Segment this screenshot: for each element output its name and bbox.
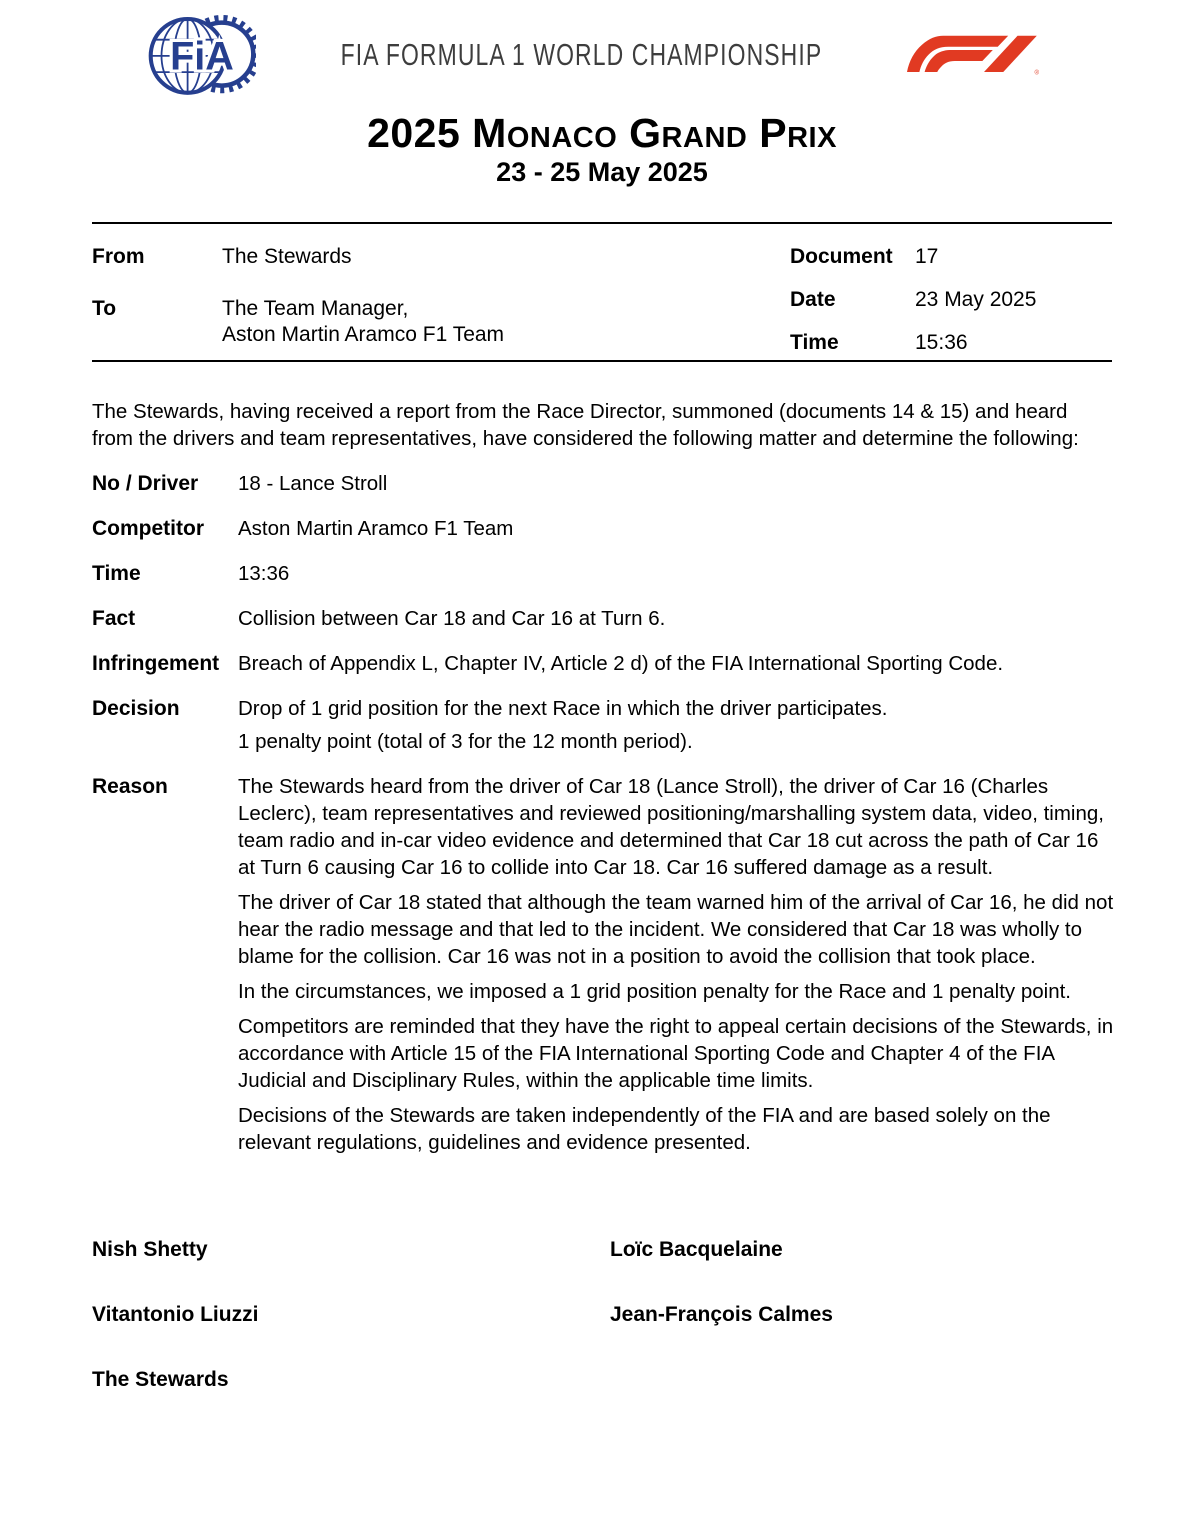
infringement-label: Infringement	[92, 652, 220, 675]
driver-label: No / Driver	[92, 472, 199, 495]
field-row-infringement	[92, 650, 1112, 677]
fia-logo-text: FiA	[170, 34, 234, 79]
decision-details	[92, 470, 1112, 1156]
intro-paragraph: The Stewards, having received a report from the Race Director, summoned (documents 14 & 15) and heard from the drivers and team representatives, have considered the following matter and determine the following:	[92, 400, 1079, 450]
meta-block	[92, 224, 1112, 360]
event-date-range: 23 - 25 May 2025	[496, 157, 708, 187]
fact-label: Fact	[92, 607, 136, 630]
incident-time-value: 13:36	[238, 562, 290, 585]
title-block	[92, 110, 1112, 187]
page-title: 2025 Monaco Grand Prix	[367, 110, 837, 156]
date-label: Date	[790, 288, 836, 311]
document-value: 17	[915, 245, 939, 268]
signature-footer-spacer	[610, 1366, 1112, 1393]
field-row-competitor	[92, 515, 1112, 542]
incident-time-label: Time	[92, 562, 141, 585]
reason-paragraph-5: Decisions of the Stewards are taken independently of the FIA and are based solely on the relevant regulations, guidelines and evidence presented.	[238, 1104, 1051, 1154]
field-row-decision	[92, 695, 1112, 755]
time-label: Time	[790, 331, 839, 354]
from-label: From	[92, 245, 145, 268]
reason-label: Reason	[92, 775, 168, 798]
meta-from-to	[92, 244, 504, 356]
from-value: The Stewards	[222, 245, 352, 268]
decision-value	[238, 695, 1114, 755]
to-value	[222, 296, 504, 348]
steward-name-1: Nish Shetty	[92, 1238, 208, 1261]
infringement-value: Breach of Appendix L, Chapter IV, Article 2 d) of the FIA International Sporting Code.	[238, 652, 1004, 675]
competitor-label: Competitor	[92, 517, 204, 540]
decision-label: Decision	[92, 697, 180, 720]
field-row-reason	[92, 773, 1112, 1156]
competitor-value: Aston Martin Aramco F1 Team	[238, 517, 514, 540]
fia-logo-icon	[148, 11, 256, 99]
to-value-line-1: The Team Manager,	[222, 296, 409, 320]
f1-logo-icon	[907, 30, 1039, 80]
field-row-driver	[92, 470, 1112, 497]
divider-meta	[92, 360, 1112, 362]
driver-value: 18 - Lance Stroll	[238, 472, 388, 495]
fact-value: Collision between Car 18 and Car 16 at Turn 6.	[238, 607, 666, 630]
steward-name-4: Jean-François Calmes	[610, 1303, 833, 1326]
to-label: To	[92, 296, 117, 320]
championship-wordmark: FIA FORMULA 1 WORLD CHAMPIONSHIP	[340, 37, 823, 72]
time-value: 15:36	[915, 331, 968, 354]
to-value-line-2: Aston Martin Aramco F1 Team	[222, 322, 505, 346]
meta-document-info	[790, 244, 1112, 356]
field-row-fact	[92, 605, 1112, 632]
date-value: 23 May 2025	[915, 288, 1037, 311]
field-row-time	[92, 560, 1112, 587]
decision-paragraph-1: Drop of 1 grid position for the next Race in which the driver participates.	[238, 697, 888, 720]
steward-name-2: Loïc Bacquelaine	[610, 1238, 783, 1261]
reason-paragraph-3: In the circumstances, we imposed a 1 grid position penalty for the Race and 1 penalty point.	[238, 980, 1072, 1003]
reason-paragraph-2: The driver of Car 18 stated that although the team warned him of the arrival of Car 16, he did not hear the radio message and that led to the incident. We considered that Car 18 was wholly to blame for the collision. Car 16 was not in a position to avoid the collision that took place.	[238, 891, 1114, 968]
registered-mark: ®	[1034, 70, 1039, 77]
steward-name-3: Vitantonio Liuzzi	[92, 1303, 259, 1326]
reason-paragraph-4: Competitors are reminded that they have the right to appeal certain decisions of the Stewards, in accordance with Article 15 of the FIA International Sporting Code and Chapter 4 of the FIA Judicial and Disciplinary Rules, within the applicable time limits.	[238, 1015, 1114, 1092]
decision-paragraph-2: 1 penalty point (total of 3 for the 12 month period).	[238, 730, 693, 753]
brand-header	[148, 10, 1039, 100]
signature-footer: The Stewards	[92, 1368, 229, 1391]
document-label: Document	[790, 245, 893, 268]
signatures-block	[92, 1236, 1112, 1393]
reason-paragraph-1: The Stewards heard from the driver of Car 18 (Lance Stroll), the driver of Car 16 (Charles Leclerc), team representatives and reviewed positioning/marshalling system data, video, timing, team radio and in-car video evidence and determined that Car 18 cut across the path of Car 16 at Turn 6 causing Car 16 to collide into Car 18. Car 16 suffered damage as a result.	[238, 775, 1104, 879]
reason-value	[238, 773, 1114, 1156]
